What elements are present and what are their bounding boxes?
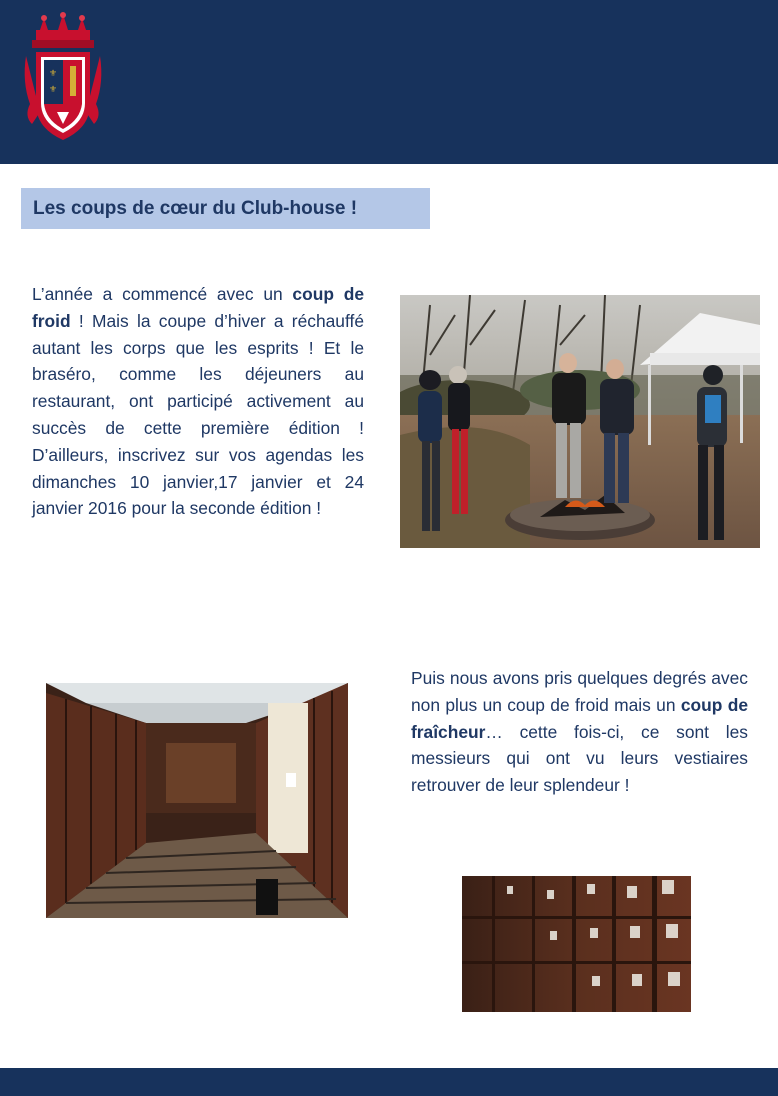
svg-text:⚜: ⚜ (49, 85, 58, 95)
section-title: Les coups de cœur du Club-house ! (33, 198, 358, 219)
highlight-coup-de-froid: coup de froid (32, 284, 364, 331)
footer-band (0, 1068, 778, 1096)
paragraph-vestiaires: Puis nous avons pris quelques degrés avec non plus un coup de froid mais un coup de fraîcheur… cette fois-ci, ce sont les messieurs qui ont vu leurs vestiaires retrouver de leur splendeur ! (411, 668, 748, 796)
section-title-banner (21, 188, 430, 229)
highlight-coup-de-fraicheur: coup de fraîcheur (411, 694, 748, 742)
locker-room-photo (46, 683, 348, 918)
header-band (0, 0, 778, 164)
svg-text:⚜: ⚜ (49, 69, 58, 79)
lockers-closeup-photo (462, 876, 691, 1012)
brasero-photo (400, 295, 760, 548)
crest-logo-icon (22, 12, 104, 144)
paragraph-coupe-hiver: L’année a commencé avec un coup de froid ! Mais la coupe d’hiver a réchauffé autant les corps que les esprits ! Et le braséro, comme les déjeuners au restaurant, ont participé activement au succès de cette première édition ! D’ailleurs, inscrivez sur vos agendas les dimanches 10 janvier,17 janvier et 24 janvier 2016 pour la seconde édition ! (32, 284, 364, 519)
